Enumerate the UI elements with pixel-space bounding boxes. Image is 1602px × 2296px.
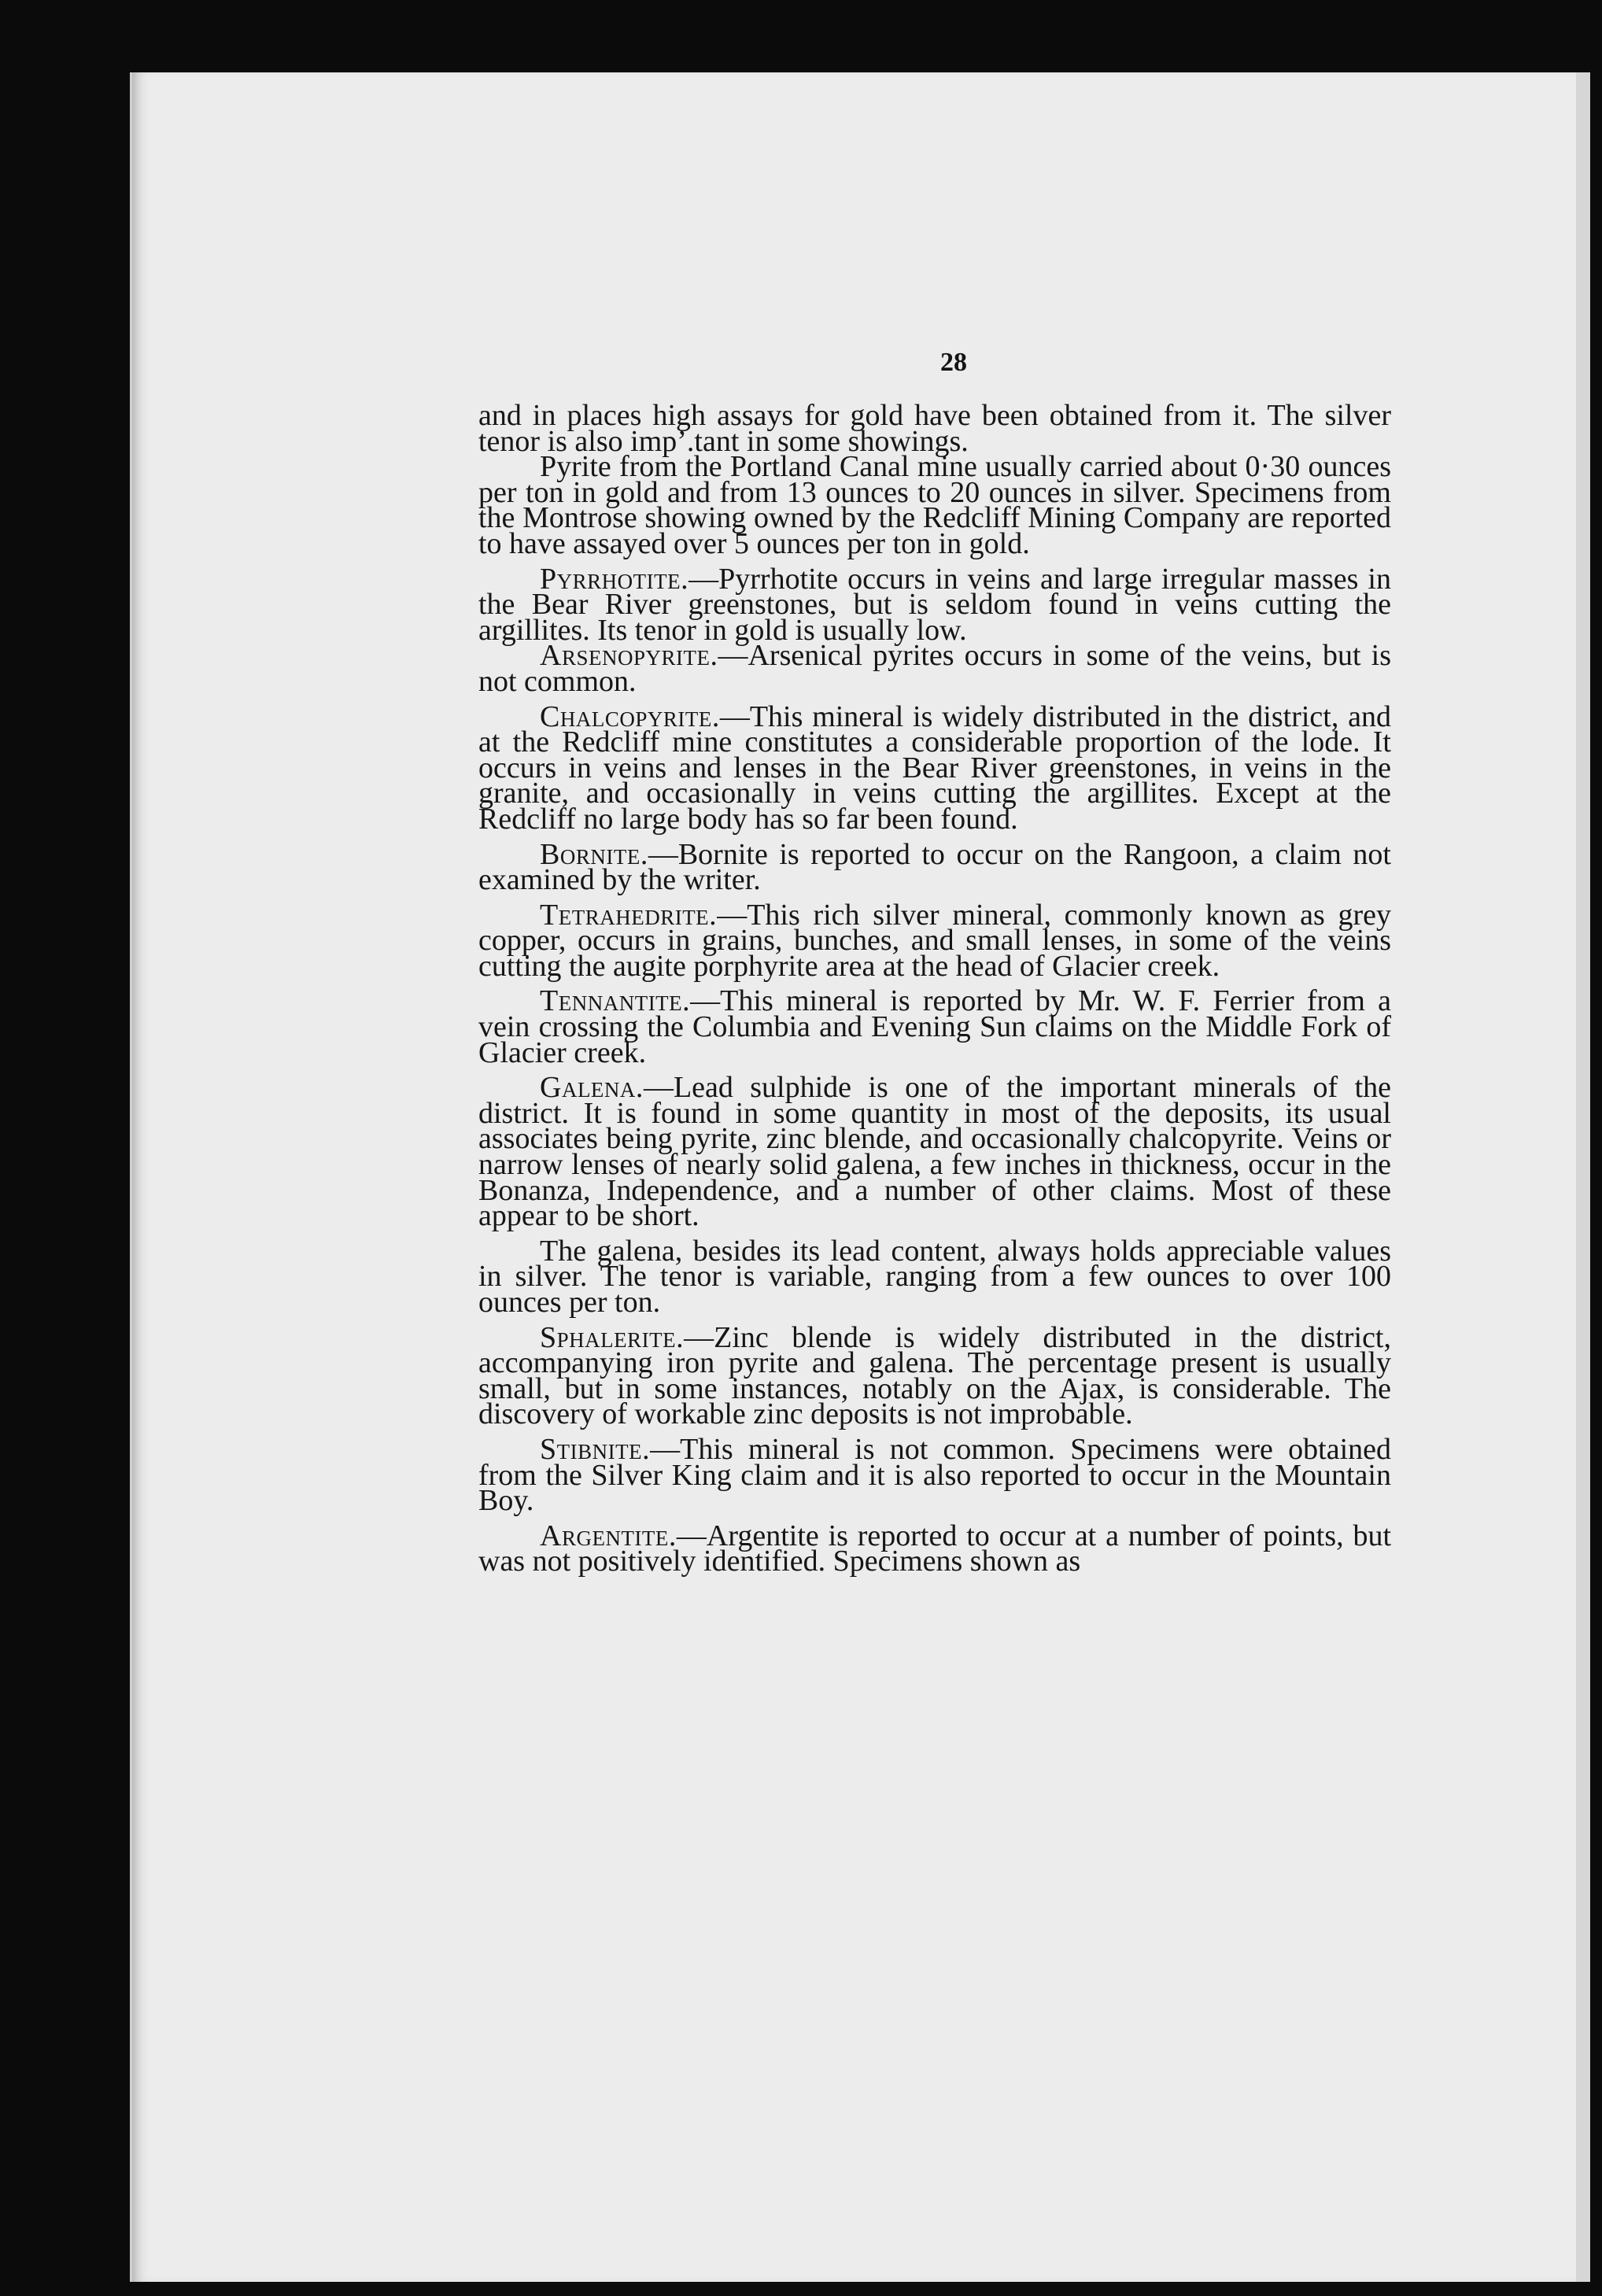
page-number: 28 xyxy=(940,348,967,377)
paragraph-galena-values xyxy=(478,1234,1391,1319)
body-text xyxy=(478,399,1391,1578)
paragraph-text: —Lead sulphide is one of the important minerals of the district. It is found in some quantity in most of the deposits, its usual associates being pyrite, zinc blende, and occasionally chalcopyrite. Veins or narrow lenses of nearly solid galena, a few inches in thickness, occur in the Bonanza, Independence, and a number of other claims. Most of these appear to be short. xyxy=(478,1071,1391,1233)
paragraph-text: The galena, besides its lead content, always holds appreciable values in silver. The tenor is variable, ranging from a few ounces to over 100 ounces per ton. xyxy=(478,1234,1391,1319)
paragraph-tetrahedrite xyxy=(478,898,1391,983)
paragraph-text: —This mineral is not common. Specimens were obtained from the Silver King claim and it is also reported to occur in the Mountain Boy. xyxy=(478,1432,1391,1518)
paragraph-pyrite xyxy=(478,450,1391,560)
mineral-heading-arsenopyrite: Arsenopyrite. xyxy=(540,639,718,673)
paragraph-bornite xyxy=(478,837,1391,897)
mineral-heading-chalcopyrite: Chalcopyrite. xyxy=(540,700,720,733)
mineral-heading-sphalerite: Sphalerite. xyxy=(540,1320,685,1354)
paragraph-pyrrhotite xyxy=(478,562,1391,647)
paragraph-text: —Argentite is reported to occur at a number of points, but was not positively identified. Specimens shown as xyxy=(478,1519,1391,1578)
paragraph-text: —Arsenical pyrites occurs in some of the veins, but is not common. xyxy=(478,639,1391,698)
mineral-heading-tetrahedrite: Tetrahedrite. xyxy=(540,898,718,932)
mineral-heading-galena: Galena. xyxy=(540,1071,644,1105)
paragraph-arsenopyrite xyxy=(478,639,1391,698)
paragraph-text: —This rich silver mineral, commonly known as grey copper, occurs in grains, bunches, and small lenses, in some of the veins cutting the augite porphyrite area at the head of Glacier creek. xyxy=(478,898,1391,983)
paragraph-text: —Zinc blende is widely distributed in the district, accompanying iron pyrite and galena. The percentage present is usually small, but in some instances, notably on the Ajax, is considerable. The discovery of workable zinc deposits is not improbable. xyxy=(478,1320,1391,1431)
mineral-heading-bornite: Bornite. xyxy=(540,837,648,871)
paragraph-sphalerite xyxy=(478,1320,1391,1431)
paragraph-chalcopyrite xyxy=(478,700,1391,836)
paragraph-galena xyxy=(478,1071,1391,1233)
page-edge xyxy=(1576,72,1590,2282)
paragraph-text: and in places high assays for gold have been obtained from it. The silver tenor is also imp’.tant in some showings. xyxy=(478,399,1391,458)
paragraph-text: —Bornite is reported to occur on the Rangoon, a claim not examined by the writer. xyxy=(478,837,1391,897)
mineral-heading-stibnite: Stibnite. xyxy=(540,1432,651,1466)
paragraph-stibnite xyxy=(478,1432,1391,1518)
mineral-heading-argentite: Argentite. xyxy=(540,1519,677,1552)
paragraph-text: —Pyrrhotite occurs in veins and large irregular masses in the Bear River greenstones, but is seldom found in veins cutting the argillites. Its tenor in gold is usually low. xyxy=(478,562,1391,647)
mineral-heading-tennantite: Tennantite. xyxy=(540,984,691,1018)
paragraph-continuation xyxy=(478,399,1391,458)
paragraph-argentite xyxy=(478,1519,1391,1578)
mineral-heading-pyrrhotite: Pyrrhotite. xyxy=(540,562,689,596)
paragraph-text: Pyrite from the Portland Canal mine usually carried about 0·30 ounces per ton in gold and from 13 ounces to 20 ounces in silver. Specimens from the Montrose showing owned by the Redcliff Mining Company are reported to have assayed over 5 ounces per ton in gold. xyxy=(478,450,1391,560)
paragraph-text: —This mineral is reported by Mr. W. F. Ferrier from a vein crossing the Columbia and Evening Sun claims on the Middle Fork of Glacier creek. xyxy=(478,984,1391,1069)
paragraph-tennantite xyxy=(478,984,1391,1069)
paragraph-text: —This mineral is widely distributed in the district, and at the Redcliff mine constitutes a considerable proportion of the lode. It occurs in veins and lenses in the Bear River greenstones, in veins in the granite, and occasionally in veins cutting the argillites. Except at the Redcliff no large body has so far been found. xyxy=(478,700,1391,836)
